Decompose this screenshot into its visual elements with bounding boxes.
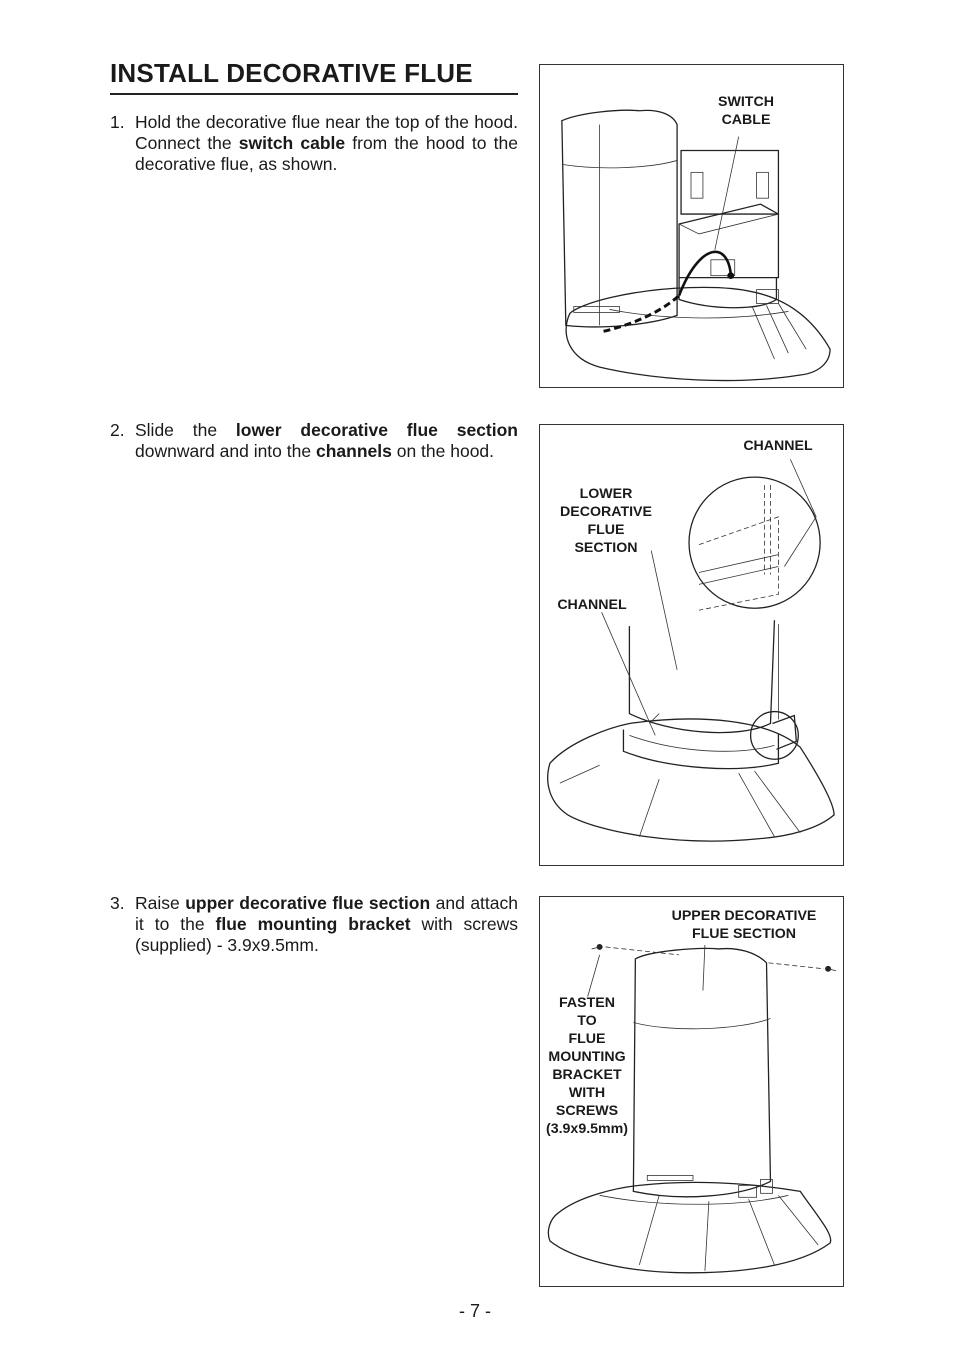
lower-flue-section-label: LOWER DECORATIVE FLUE SECTION xyxy=(560,486,652,556)
step-1-text: Hold the decorative flue near the top of the hood. Connect the switch cable from the hood to the decorative flue, as shown. xyxy=(135,112,518,174)
fasten-instruction-label: FASTEN TO FLUE MOUNTING BRACKET WITH SCREWS (3.9x9.5mm) xyxy=(545,995,628,1137)
step-3-text: Raise upper decorative flue section and attach it to the flue mounting bracket with screws (supplied) - 3.9x9.5mm. xyxy=(135,893,519,955)
figure-upper-flue-section xyxy=(539,896,844,1287)
page-title: INSTALL DECORATIVE FLUE xyxy=(110,58,518,95)
term-upper-flue-section: upper decorative flue section xyxy=(185,893,431,913)
term-channels: channels xyxy=(315,441,392,461)
switch-cable-label: SWITCH CABLE xyxy=(718,94,774,128)
step-3-number: 3. xyxy=(110,893,125,913)
term-switch-cable: switch cable xyxy=(238,133,346,153)
step-1-number: 1. xyxy=(110,112,125,132)
step-2-number: 2. xyxy=(110,420,125,440)
step-3 xyxy=(110,893,518,956)
term-lower-flue-section: lower decorative flue section xyxy=(235,420,518,440)
figure-lower-flue-section xyxy=(539,424,844,866)
upper-flue-section-label: UPPER DECORATIVE FLUE SECTION xyxy=(671,908,817,942)
figure-switch-cable xyxy=(539,64,844,388)
step-2-text: Slide the lower decorative flue section downward and into the channels on the hood. xyxy=(135,420,518,461)
step-1 xyxy=(110,112,518,175)
page-number: - 7 - xyxy=(458,1301,491,1321)
channel-top-label: CHANNEL xyxy=(743,438,813,454)
channel-left-label: CHANNEL xyxy=(557,597,627,613)
term-flue-mounting-bracket: flue mounting bracket xyxy=(215,914,411,934)
switch-cable-illustration xyxy=(540,65,843,387)
step-2 xyxy=(110,420,518,462)
